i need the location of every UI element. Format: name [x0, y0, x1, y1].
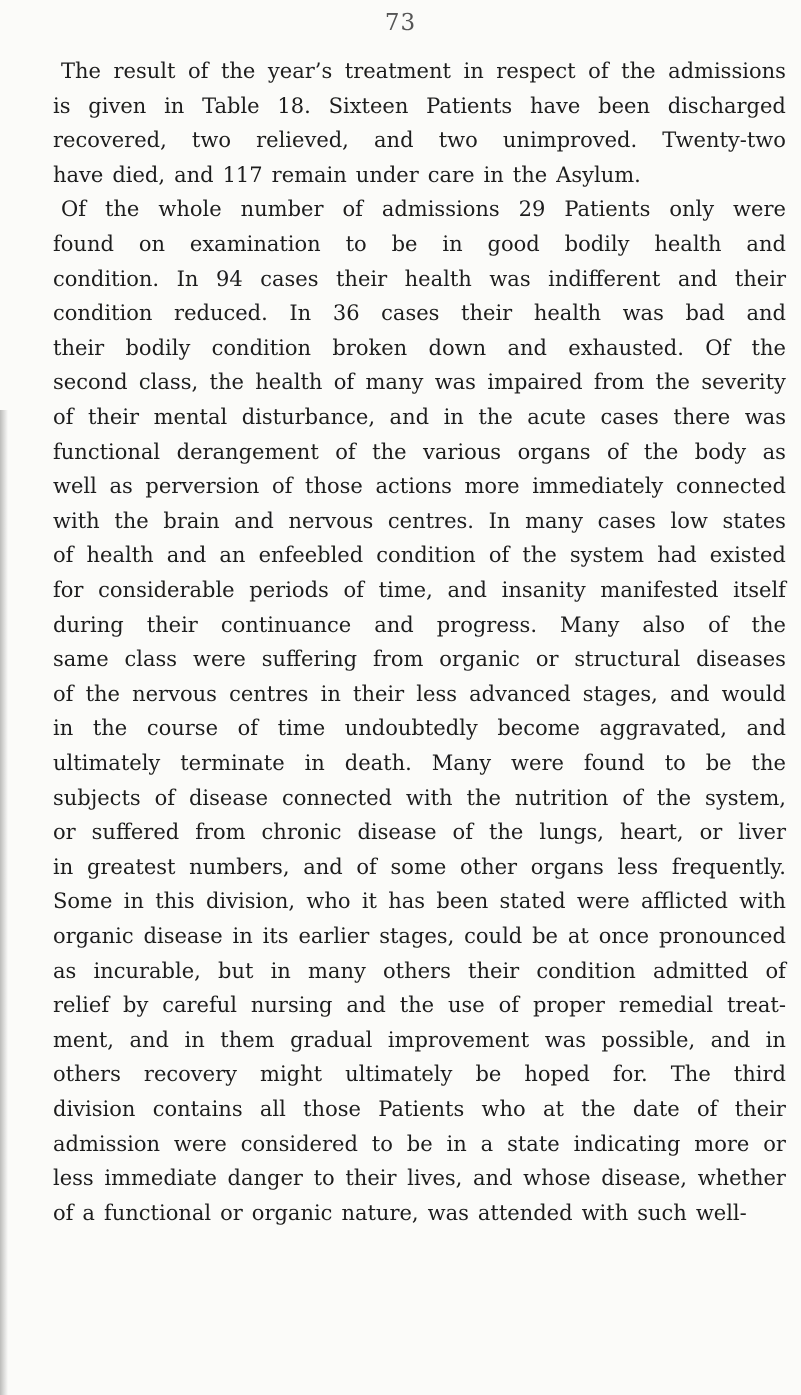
text-line: The result of the year’s treatment in respect of the admissions — [61, 59, 786, 83]
text-line: of their mental disturbance, and in the acute cases there was — [53, 405, 786, 429]
text-line: condition. In 94 cases their health was indifferent and their — [53, 266, 786, 291]
text-line: ultimately terminate in death. Many were found to be the — [53, 751, 786, 775]
text-line: in the course of time undoubtedly become aggravated, and — [53, 716, 786, 741]
text-line: ment, and in them gradual improvement was possible, and in — [53, 1027, 786, 1052]
text-line: is given in Table 18. Sixteen Patients have been discharged — [53, 93, 786, 118]
text-line: others recovery might ultimately be hoped for. The third — [53, 1062, 786, 1087]
text-line: division contains all those Patients who at the date of their — [53, 1097, 786, 1121]
text-line: their bodily condition broken down and exhausted. Of the — [53, 335, 786, 360]
binding-shadow — [0, 410, 8, 1395]
text-line: Of the whole number of admissions 29 Patients only were — [61, 197, 786, 222]
text-line: recovered, two relieved, and two unimproved. Twenty-two — [53, 128, 786, 153]
text-line: of a functional or organic nature, was attended with such well- — [53, 1200, 747, 1225]
text-line: as incurable, but in many others their condition admitted of — [53, 958, 786, 983]
text-line: of health and an enfeebled condition of the system had existed — [53, 543, 786, 568]
page-number: 73 — [384, 10, 417, 36]
text-line: second class, the health of many was impaired from the severity — [53, 370, 786, 395]
text-line: during their continuance and progress. Many also of the — [53, 612, 786, 637]
text-line: well as perversion of those actions more immediately connected — [53, 474, 786, 499]
text-line: condition reduced. In 36 cases their health was bad and — [53, 301, 786, 326]
text-line: same class were suffering from organic or structural diseases — [53, 647, 786, 672]
text-line: subjects of disease connected with the nutrition of the system, — [53, 785, 786, 810]
text-line: have died, and 117 remain under care in the Asylum. — [53, 162, 641, 187]
text-line: for considerable periods of time, and insanity manifested itself — [53, 578, 786, 602]
text-line: in greatest numbers, and of some other organs less frequently. — [53, 854, 786, 879]
text-line: found on examination to be in good bodily health and — [53, 232, 786, 256]
text-line: organic disease in its earlier stages, could be at once pronounced — [53, 924, 786, 948]
text-line: admission were considered to be in a state indicating more or — [53, 1131, 786, 1156]
text-line: or suffered from chronic disease of the lungs, heart, or liver — [53, 820, 786, 845]
text-line: Some in this division, who it has been stated were afflicted with — [53, 889, 786, 914]
text-line: of the nervous centres in their less advanced stages, and would — [53, 681, 786, 706]
text-line: relief by careful nursing and the use of proper remedial treat- — [53, 993, 786, 1018]
text-line: functional derangement of the various organs of the body as — [53, 439, 786, 464]
text-line: with the brain and nervous centres. In many cases low states — [53, 508, 786, 533]
text-line: less immediate danger to their lives, and whose disease, whether — [53, 1166, 786, 1191]
